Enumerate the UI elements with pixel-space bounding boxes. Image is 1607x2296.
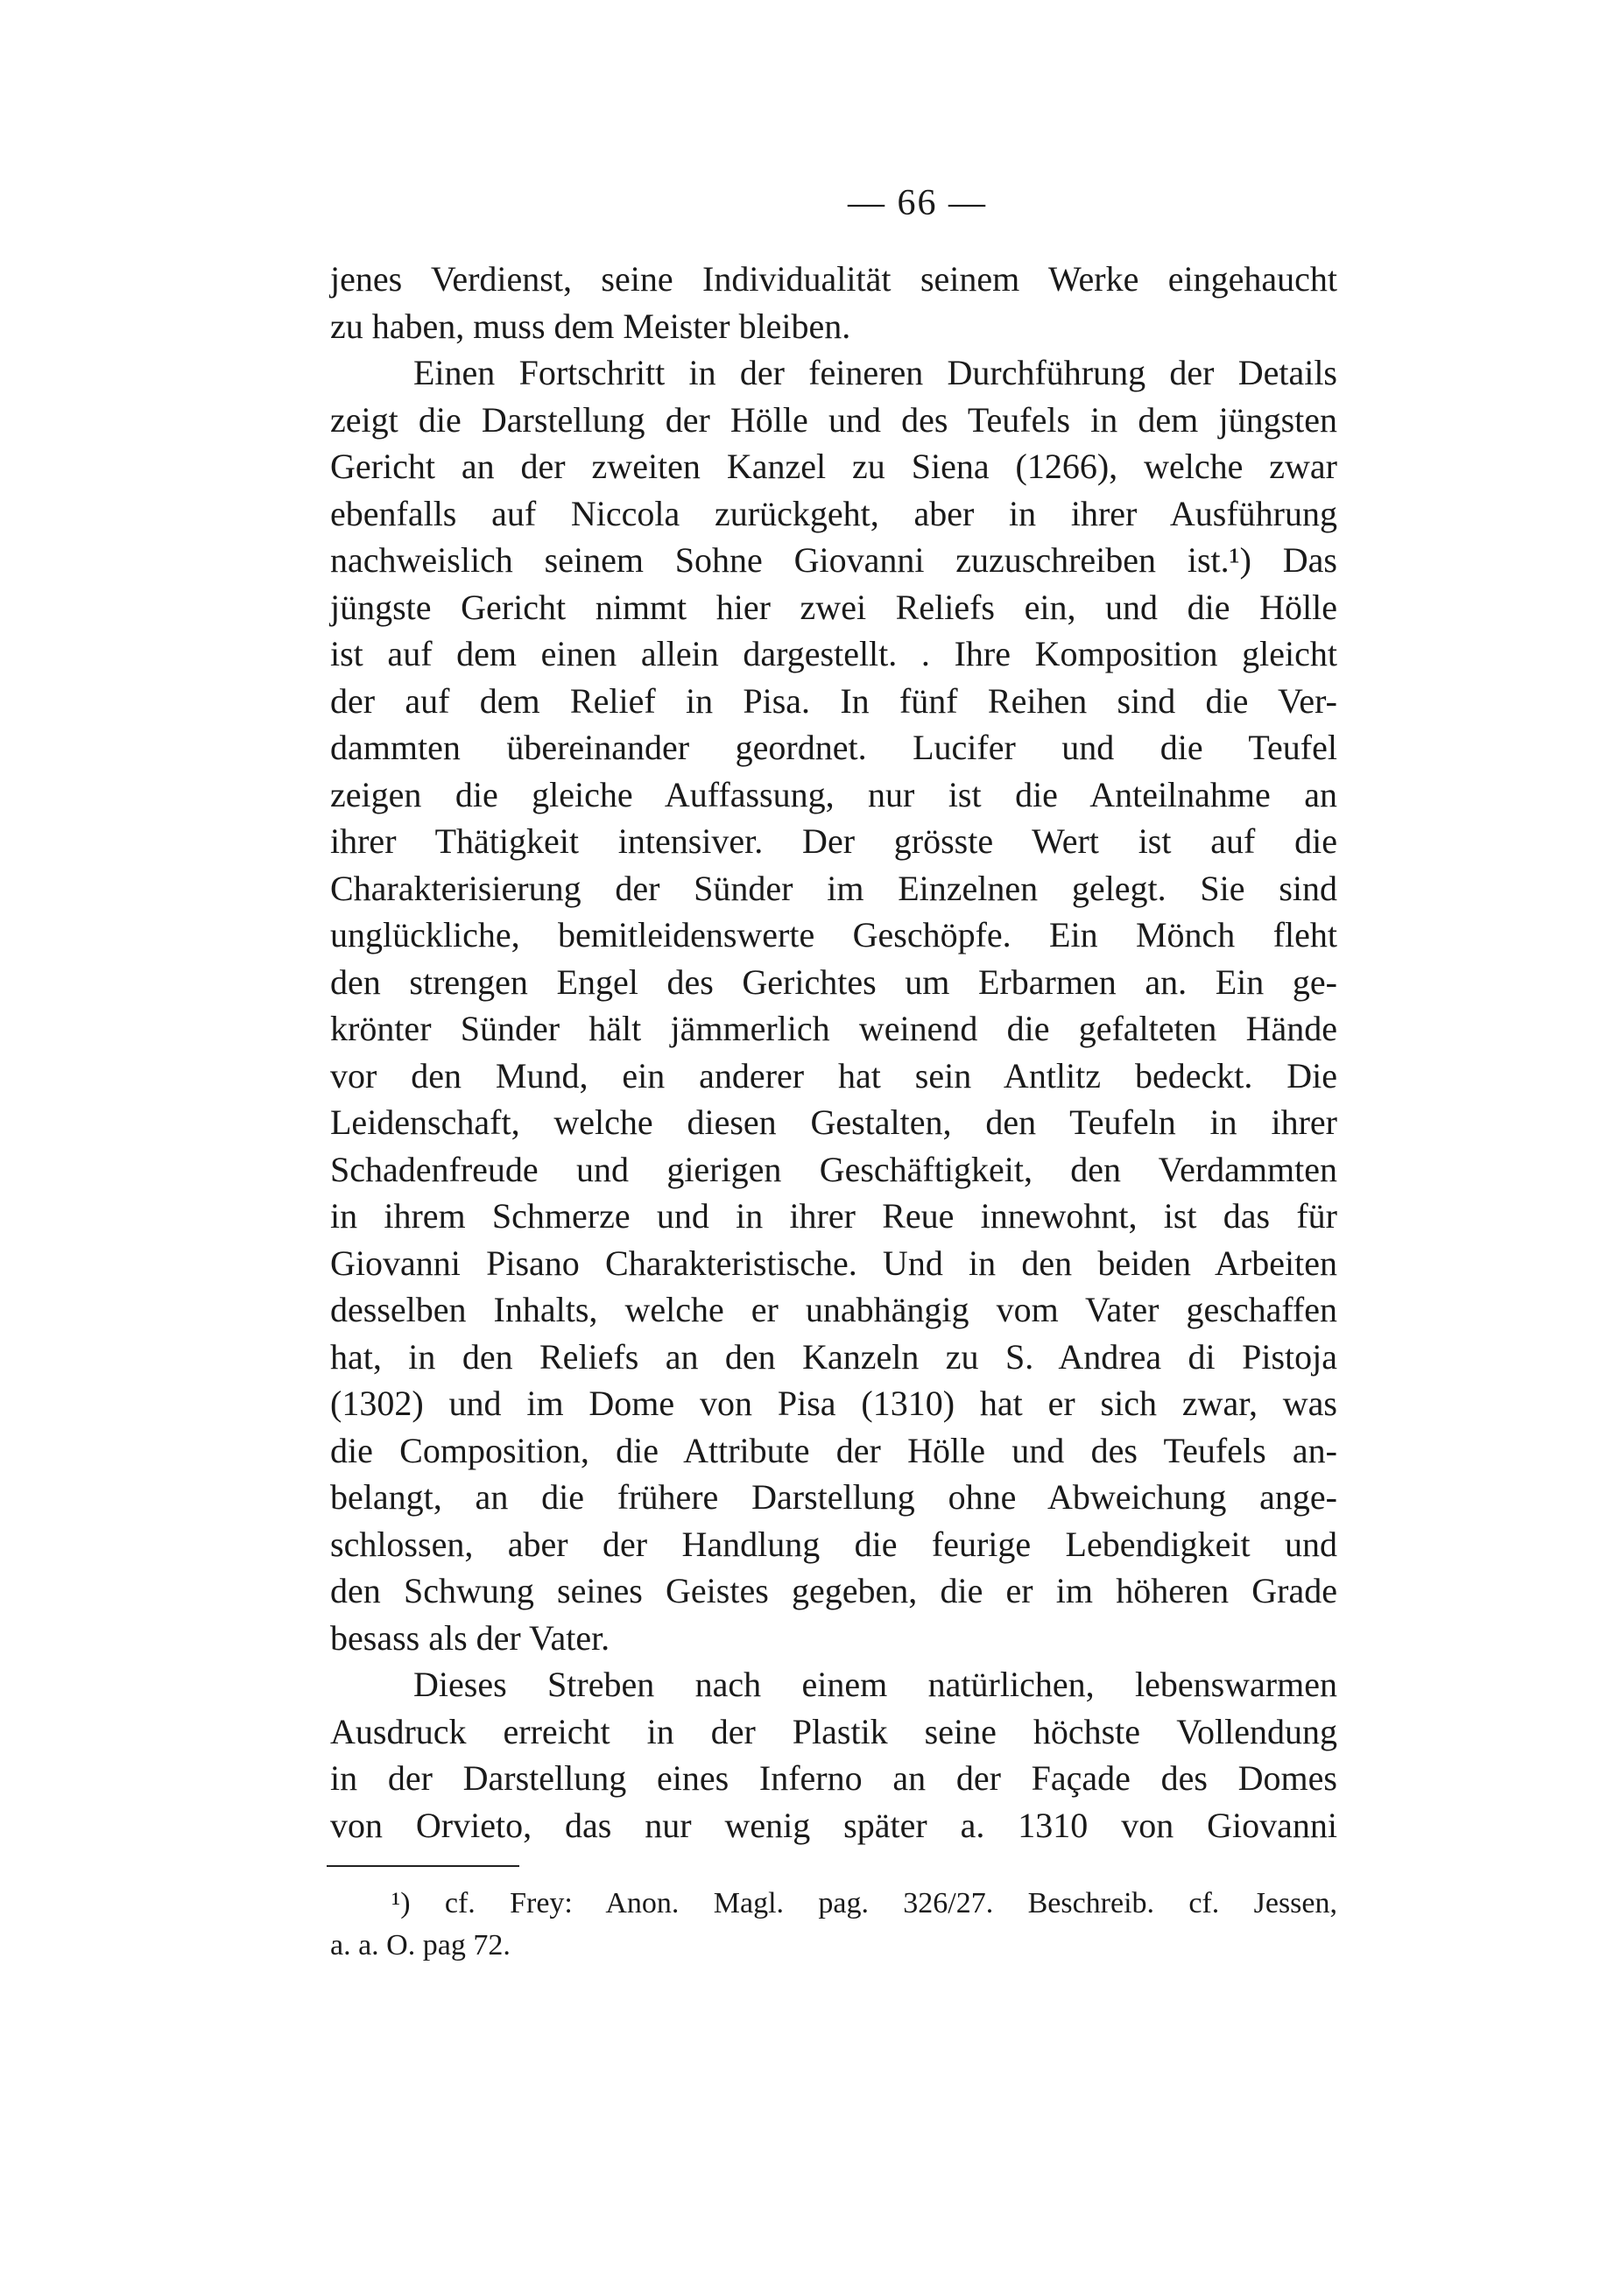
- text-line: Gericht an der zweiten Kanzel zu Siena (1266), welche zwar: [330, 447, 1337, 486]
- footnote: [330, 1883, 1337, 1967]
- text-line: ebenfalls auf Niccola zurückgeht, aber in ihrer Ausführung: [330, 493, 1337, 533]
- text-line: ist auf dem einen allein dargestellt. . Ihre Komposition gleicht: [330, 634, 1337, 673]
- text-line: Charakterisierung der Sünder im Einzelnen gelegt. Sie sind: [330, 868, 1337, 908]
- text-line: zu haben, muss dem Meister bleiben.: [330, 306, 851, 346]
- text-line: Einen Fortschritt in der feineren Durchführung der Details: [413, 353, 1337, 392]
- text-line: Leidenschaft, welche diesen Gestalten, den Teufeln in ihrer: [330, 1102, 1337, 1142]
- text-line: vor den Mund, ein anderer hat sein Antlitz bedeckt. Die: [330, 1055, 1337, 1095]
- text-line: der auf dem Relief in Pisa. In fünf Reihen sind die Ver-: [330, 680, 1337, 721]
- text-line: den Schwung seines Geistes gegeben, die er im höheren Grade: [330, 1571, 1337, 1610]
- page-number: — 66 —: [848, 183, 987, 223]
- text-line: desselben Inhalts, welche er unabhängig vom Vater geschaffen: [330, 1290, 1337, 1329]
- text-line: nachweislich seinem Sohne Giovanni zuzuschreiben ist.¹) Das: [330, 540, 1337, 580]
- text-line: jüngste Gericht nimmt hier zwei Reliefs ein, und die Hölle: [330, 587, 1337, 627]
- text-line: jenes Verdienst, seine Individualität seinem Werke eingehaucht: [330, 259, 1337, 299]
- main-text: [330, 256, 1337, 1849]
- text-line: Giovanni Pisano Charakteristische. Und in den beiden Arbeiten: [330, 1243, 1337, 1283]
- text-line: Ausdruck erreicht in der Plastik seine höchste Vollendung: [330, 1711, 1337, 1751]
- text-line: von Orvieto, das nur wenig später a. 1310 von Giovanni: [330, 1805, 1337, 1845]
- text-line: Dieses Streben nach einem natürlichen, lebenswarmen: [413, 1665, 1337, 1704]
- text-line: schlossen, aber der Handlung die feurige Lebendigkeit und: [330, 1524, 1337, 1564]
- text-line: ihrer Thätigkeit intensiver. Der grösste Wert ist auf die: [330, 821, 1337, 861]
- text-line: Schadenfreude und gierigen Geschäftigkeit, den Verdammten: [330, 1149, 1337, 1189]
- text-line: zeigen die gleiche Auffassung, nur ist die Anteilnahme an: [330, 774, 1337, 814]
- text-line: die Composition, die Attribute der Hölle und des Teufels an-: [330, 1430, 1337, 1470]
- footnote-line: ¹) cf. Frey: Anon. Magl. pag. 326/27. Beschreib. cf. Jessen,: [391, 1887, 1337, 1919]
- text-line: dammten übereinander geordnet. Lucifer und die Teufel: [330, 728, 1337, 767]
- text-line: krönter Sünder hält jämmerlich weinend die gefalteten Hände: [330, 1009, 1337, 1048]
- footnote-line: a. a. O. pag 72.: [330, 1929, 511, 1961]
- text-line: den strengen Engel des Gerichtes um Erbarmen an. Ein ge-: [330, 961, 1337, 1002]
- text-line: zeigt die Darstellung der Hölle und des Teufels in dem jüngsten: [330, 399, 1337, 440]
- text-line: in der Darstellung eines Inferno an der Façade des Domes: [330, 1758, 1337, 1798]
- text-line: unglückliche, bemitleidenswerte Geschöpfe. Ein Mönch fleht: [330, 915, 1337, 954]
- footnote-divider: [327, 1865, 519, 1867]
- text-line: hat, in den Reliefs an den Kanzeln zu S. Andrea di Pistoja: [330, 1336, 1337, 1377]
- text-line: belangt, an die frühere Darstellung ohne Abweichung ange-: [330, 1477, 1337, 1517]
- text-line: besass als der Vater.: [330, 1617, 610, 1658]
- text-line: (1302) und im Dome von Pisa (1310) hat er sich zwar, was: [330, 1384, 1337, 1423]
- text-line: in ihrem Schmerze und in ihrer Reue innewohnt, ist das für: [330, 1196, 1337, 1236]
